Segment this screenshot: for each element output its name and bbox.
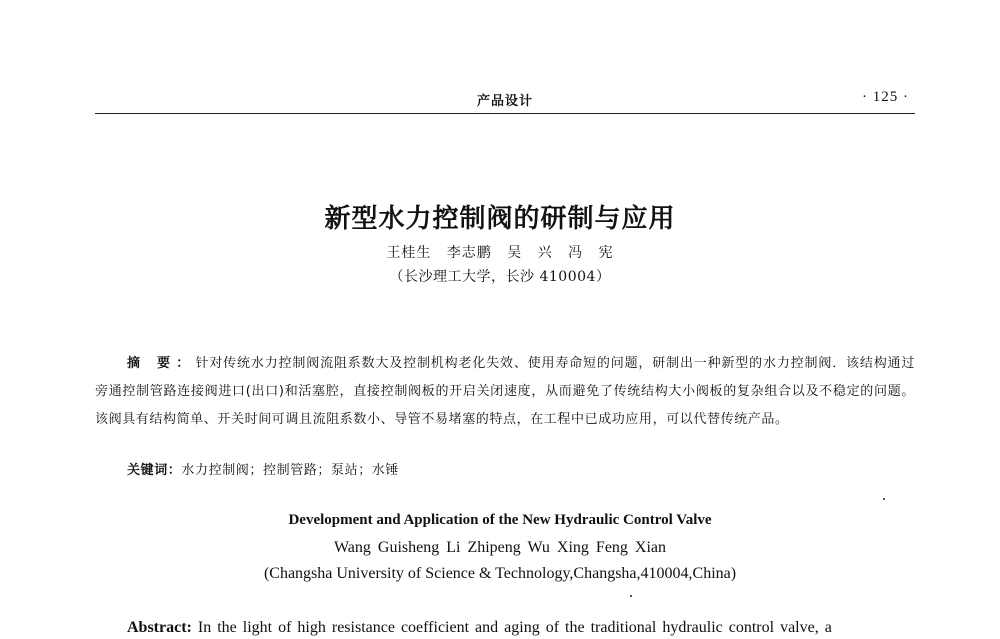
chinese-abstract [95,350,915,434]
article-title: 新型水力控制阀的研制与应用 [324,204,676,234]
article-affiliation: （长沙理工大学，长沙 410004） [389,269,611,285]
abstract-text: 针对传统水力控制阀流阻系数大及控制机构老化失效、使用寿命短的问题，研制出一种新型的水力控制阀．该结构通过旁通控制管路连接阀进口(出口)和活塞腔，直接控制阀板的开启关闭速度，从而避免了传统结构大小阀板的复杂组合以及不稳定的问题。该阀具有结构简单、开关时间可调且流阻系数小、导管不易堵塞的特点，在工程中已成功应用，可以代替传统产品。 [95,356,916,427]
english-affiliation: (Changsha University of Science & Technology,Changsha,410004,China) [263,565,737,582]
keywords-label: 关键词： [127,463,182,478]
chinese-keywords [127,459,399,478]
abstract-label: 摘 要： [127,356,196,371]
english-title: Development and Application of the New Hydraulic Control Valve [288,512,712,528]
article-authors: 王桂生 李志鹏 吴 兴 冯 宪 [386,245,614,261]
keywords-text: 水力控制阀；控制管路；泵站；水锤 [181,463,400,478]
scan-speck [630,595,632,597]
english-abstract-label: Abstract: [127,619,192,636]
page-number: · 125 · [862,89,909,105]
english-abstract [127,619,927,637]
scan-speck [883,498,885,500]
english-abstract-text: In the light of high resistance coefficient and aging of the traditional hydraulic control valve, a [197,619,832,636]
header-rule [95,113,915,114]
running-head [95,86,915,112]
english-authors: Wang Guisheng Li Zhipeng Wu Xing Feng Xian [333,539,667,556]
section-name: 产品设计 [476,94,533,109]
